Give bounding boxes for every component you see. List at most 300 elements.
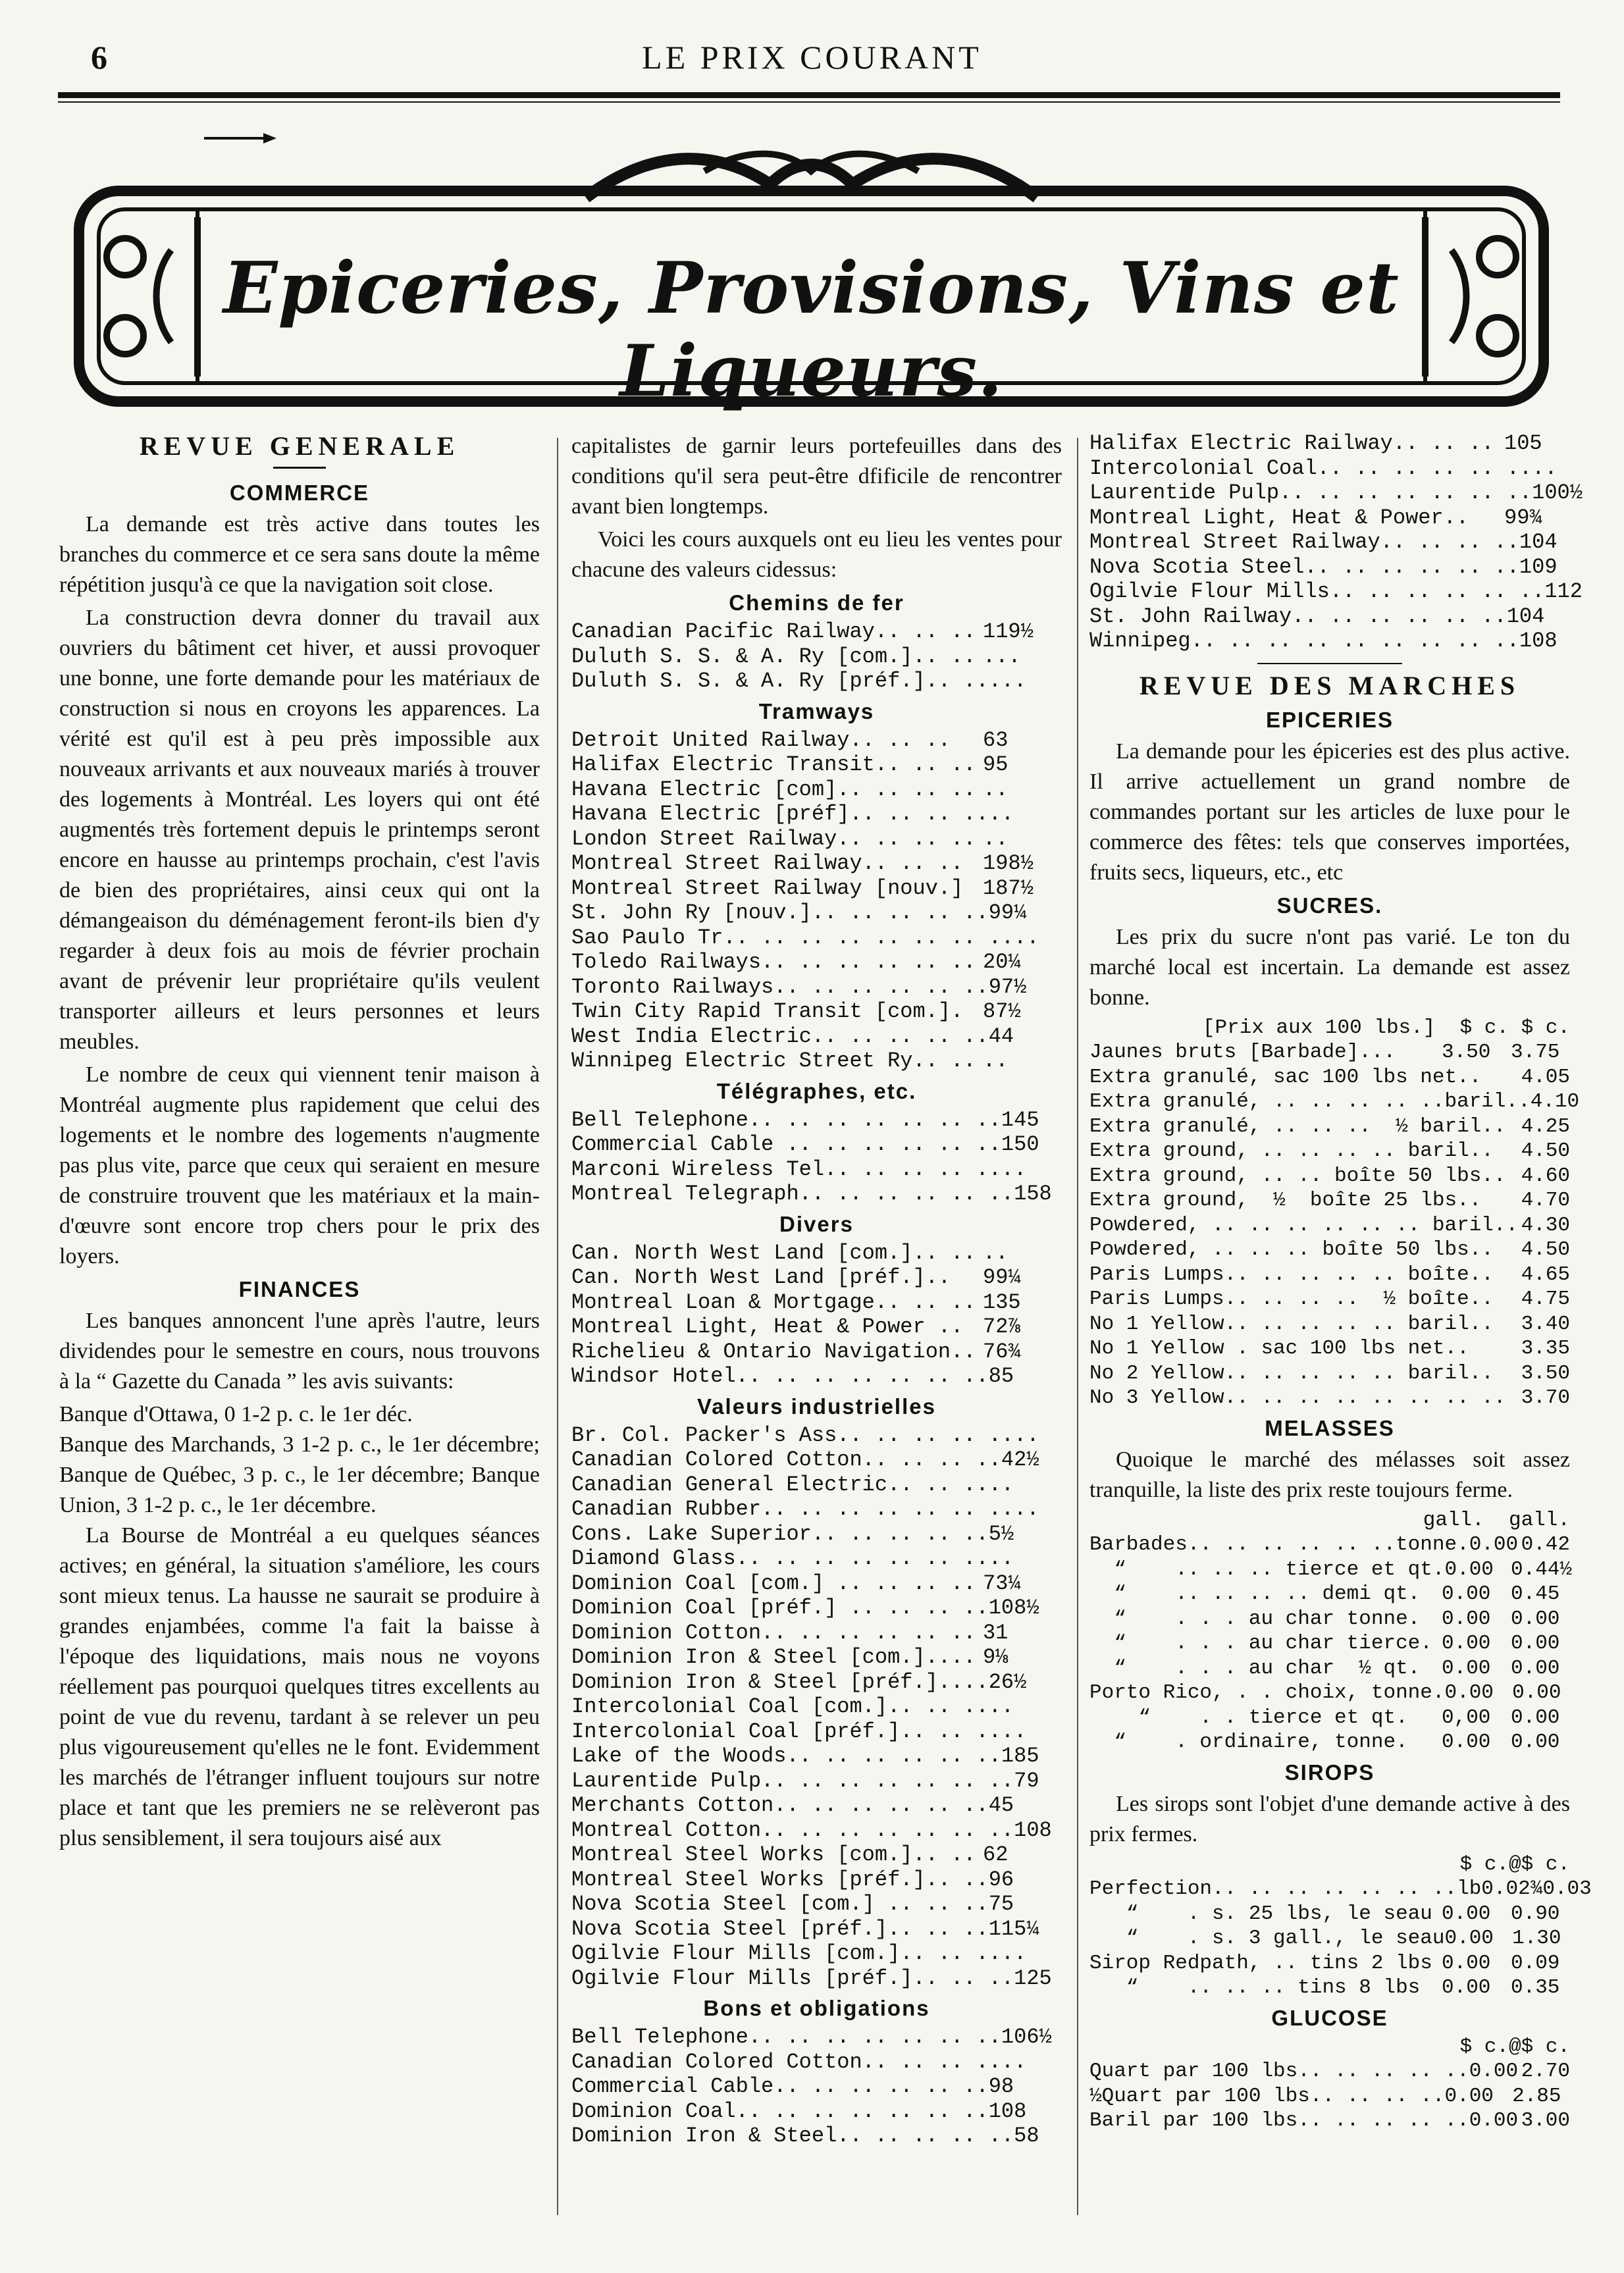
stock-row — [571, 1157, 1062, 1182]
stock-row — [1089, 629, 1570, 654]
sucre-price-low — [1494, 1263, 1521, 1288]
finances-heading: FINANCES — [238, 1277, 361, 1301]
melasses-heading: MELASSES — [1265, 1415, 1395, 1440]
stock-name: Dominion Coal [com.] .. .. .. .. — [571, 1571, 976, 1596]
sirop-price-high: 1.30 — [1512, 1927, 1561, 1950]
stock-name: Halifax Electric Railway.. .. .. — [1089, 431, 1494, 456]
sucre-row — [1089, 1164, 1570, 1189]
sirop-price-low: 0.00 — [1444, 1927, 1494, 1950]
stock-list-continued — [1089, 431, 1583, 654]
sucre-row — [1089, 1361, 1570, 1386]
melasses-price-header: gall. gall. — [1423, 1508, 1570, 1532]
column-cours-valeurs — [571, 431, 1062, 2149]
melasse-price-high: 0.00 — [1512, 1681, 1561, 1704]
melasse-row — [1089, 1656, 1570, 1681]
glucose-item: ½Quart par 100 lbs.. .. .. .. — [1089, 2084, 1445, 2108]
stock-name: Montreal Steel Works [com.].. .. — [571, 1842, 976, 1867]
glucose-price-high: 2.85 — [1512, 2084, 1561, 2108]
sucre-price-high: 4.05 — [1521, 1065, 1570, 1089]
stock-section-heading: Tramways — [758, 698, 875, 723]
sucre-price-low — [1494, 1361, 1521, 1386]
glucose-price-low: 0.00 — [1469, 2060, 1519, 2083]
stock-name: Canadian General Electric.. .. .. — [571, 1472, 989, 1497]
stock-name: Dominion Cotton.. .. .. .. .. .. — [571, 1620, 976, 1645]
stock-price: 31 — [983, 1620, 1008, 1645]
sucre-row — [1089, 1312, 1570, 1337]
melasse-price-low: 0.00 — [1444, 1681, 1494, 1704]
stock-name: Nova Scotia Steel.. .. .. .. .. .. — [1089, 554, 1519, 579]
stock-row — [571, 1694, 1062, 1719]
sirop-price-low: 0.00 — [1442, 1902, 1491, 1925]
stock-price: 76¾ — [983, 1339, 1021, 1364]
stock-row — [571, 1182, 1062, 1207]
stock-name: Canadian Colored Cotton.. .. .. .. — [571, 2049, 1001, 2074]
sirop-price-high: 0.09 — [1511, 1951, 1560, 1975]
stock-name: Montreal Steel Works [préf.].. .. — [571, 1867, 989, 1892]
stock-price: 87½ — [983, 999, 1021, 1024]
stock-name: Nova Scotia Steel [préf.].. .. .. — [571, 1916, 989, 1941]
sucre-row — [1089, 1065, 1570, 1090]
stock-name: Lake of the Woods.. .. .. .. .. .. — [571, 1744, 1001, 1768]
stock-row — [571, 1818, 1062, 1843]
stock-row — [571, 2099, 1062, 2124]
sucre-price-high: 3.75 — [1511, 1041, 1560, 1064]
stock-row — [571, 901, 1062, 926]
sirop-price-high: 0.90 — [1511, 1902, 1560, 1925]
stock-name: Montreal Street Railway.. .. .. — [571, 851, 964, 875]
melasse-row — [1089, 1607, 1570, 1632]
stock-name: Bell Telephone.. .. .. .. .. .. .. — [571, 1107, 1001, 1132]
sucre-item: No 3 Yellow.. .. .. .. .. .. .. .. — [1089, 1386, 1506, 1409]
stock-row — [571, 644, 1062, 669]
stock-row — [571, 1719, 1062, 1744]
glucose-item: Baril par 100 lbs.. .. .. .. .. — [1089, 2109, 1469, 2132]
stock-row — [571, 876, 1062, 901]
commerce-paragraph: La demande est très active dans toutes les branches du commerce et ce sera sans doute la même répétition jusqu'à ce que la navigation soit close. — [59, 512, 540, 597]
stock-section-heading: Divers — [779, 1211, 854, 1236]
stock-price: 105 — [1504, 431, 1542, 456]
stock-price: 106½ — [1001, 2025, 1052, 2049]
stock-name: Cons. Lake Superior.. .. .. .. .. — [571, 1521, 989, 1546]
stock-row — [571, 1473, 1062, 1498]
stock-name: Merchants Cotton.. .. .. .. .. .. — [571, 1793, 989, 1817]
sucre-price-high: 4.70 — [1521, 1189, 1570, 1212]
melasses-paragraph: Quoique le marché des mélasses soit assez tranquille, la liste des prix reste toujours ferme. — [1089, 1447, 1570, 1502]
glucose-price-high: 2.70 — [1521, 2060, 1570, 2083]
melasse-item: “ .. .. .. .. demi qt. — [1089, 1582, 1421, 1606]
sucre-price-low — [1481, 1188, 1521, 1213]
stock-price: 108½ — [988, 1596, 1039, 1620]
banner-title: Epiceries, Provisions, Vins et Liqueurs. — [223, 247, 1400, 413]
stock-name: Laurentide Pulp.. .. .. .. .. .. .. — [571, 1768, 1014, 1793]
stock-price: 108 — [1014, 1817, 1052, 1842]
melasse-price-high: 0.00 — [1511, 1731, 1560, 1754]
revue-generale-title: REVUE GENERALE — [139, 431, 460, 461]
stock-name: Bell Telephone.. .. .. .. .. .. .. — [571, 2025, 1001, 2049]
stock-row — [571, 1340, 1062, 1365]
glucose-row — [1089, 2108, 1570, 2133]
melasse-price-high: 0.00 — [1511, 1706, 1560, 1729]
section-divider — [1257, 663, 1402, 664]
stock-price: .. — [988, 802, 1014, 826]
stock-row — [571, 2025, 1062, 2050]
stock-row — [571, 802, 1062, 827]
melasse-price-high: 0.00 — [1511, 1607, 1560, 1631]
stock-name: Ogilvie Flour Mills [com.].. .. .. — [571, 1941, 1001, 1966]
stock-price: 135 — [983, 1290, 1021, 1315]
stock-row — [571, 1966, 1062, 1991]
melasse-price-low: 0.00 — [1469, 1533, 1519, 1556]
melasse-price-low: 0.00 — [1444, 1557, 1494, 1581]
sirop-row — [1089, 1951, 1570, 1976]
stock-price: 58 — [1014, 2124, 1039, 2148]
stock-name: West India Electric.. .. .. .. .. — [571, 1024, 989, 1049]
stock-row — [571, 2050, 1062, 2075]
stock-name: St. John Ry [nouv.].. .. .. .. .. — [571, 901, 989, 925]
stock-row — [571, 1842, 1062, 1868]
stock-section-heading: Télégraphes, etc. — [716, 1078, 917, 1103]
sucre-price-high: 4.65 — [1521, 1263, 1570, 1286]
melasse-price-high: 0.42 — [1521, 1533, 1570, 1556]
stock-price: 198½ — [983, 851, 1034, 875]
stock-row — [571, 1941, 1062, 1966]
sucre-price-high: 4.30 — [1521, 1213, 1570, 1237]
glucose-price-high: 3.00 — [1521, 2109, 1570, 2132]
glucose-price-list — [1089, 2059, 1570, 2133]
stock-price: 79 — [1014, 1768, 1039, 1793]
stock-price: ... — [983, 644, 1021, 669]
stock-name: London Street Railway.. .. .. .. — [571, 826, 976, 851]
stock-name: Montreal Cotton.. .. .. .. .. .. .. — [571, 1817, 1014, 1842]
sucre-price-high: 4.25 — [1521, 1114, 1570, 1138]
melasse-item: “ . . tierce et qt. — [1089, 1706, 1408, 1729]
sirop-price-low: 0.02¾ — [1481, 1877, 1543, 1900]
sucre-price-low — [1494, 1139, 1521, 1164]
stock-row — [1089, 579, 1583, 604]
sucre-price-low — [1494, 1287, 1521, 1312]
sucre-item: Extra granulé, .. .. .. ½ baril.. — [1089, 1114, 1506, 1138]
stock-price: .. — [1001, 1719, 1027, 1744]
stock-name: Winnipeg Electric Street Ry.. .. — [571, 1049, 976, 1073]
sucre-item: Extra ground, .. .. .. .. baril.. — [1089, 1139, 1494, 1163]
stock-price: .. — [988, 1546, 1014, 1571]
stock-row — [571, 1645, 1062, 1670]
epiceries-heading: EPICERIES — [1265, 707, 1394, 732]
sucres-paragraph: Les prix du sucre n'ont pas varié. Le ton du marché local est incertain. La demande est assez bonne. — [1089, 924, 1570, 1010]
stock-row — [1089, 555, 1570, 580]
stock-name: Dominion Iron & Steel [com.].... — [571, 1645, 976, 1669]
stock-section-heading: Valeurs industrielles — [697, 1394, 936, 1419]
melasse-row — [1089, 1730, 1570, 1755]
stock-price: 104 — [1506, 604, 1545, 629]
sucre-row — [1089, 1287, 1570, 1312]
stock-price: .. — [1001, 1941, 1027, 1966]
stock-row — [571, 1241, 1062, 1266]
sucre-row — [1089, 1238, 1570, 1263]
stock-name: Montreal Light, Heat & Power.. — [1089, 505, 1469, 530]
melasse-price-high: 0.45 — [1511, 1582, 1560, 1606]
sucre-item: Jaunes bruts [Barbade]... — [1089, 1041, 1396, 1064]
melasse-row — [1089, 1681, 1570, 1706]
stock-price: 112 — [1544, 579, 1583, 604]
melasse-item: “ . . . au char tonne. — [1089, 1607, 1421, 1631]
stock-name: Havana Electric [préf].. .. .. .. — [571, 802, 989, 826]
stock-row — [571, 752, 1062, 777]
stock-name: Montreal Loan & Mortgage.. .. .. — [571, 1290, 976, 1315]
stock-price: 95 — [983, 752, 1008, 777]
stock-name: Br. Col. Packer's Ass.. .. .. .. .. — [571, 1423, 1014, 1448]
stock-name: Intercolonial Coal.. .. .. .. .. .. — [1089, 456, 1532, 481]
melasse-price-low: 0.00 — [1442, 1607, 1491, 1631]
melasse-price-low: 0.00 — [1442, 1656, 1491, 1680]
melasse-price-low: 0.00 — [1442, 1582, 1491, 1606]
sucre-price-low — [1469, 1336, 1521, 1361]
stock-price: 99¼ — [988, 901, 1027, 925]
sucre-item: No 2 Yellow.. .. .. .. .. baril.. — [1089, 1361, 1494, 1385]
sirops-price-header: $ c.@$ c. — [1459, 1852, 1570, 1876]
epiceries-paragraph: La demande pour les épiceries est des plus active. Il arrive actuellement un grand nombre de commandes portant sur les articles de luxe pour le commerce des fêtes: tels que conserves importées, fruits secs, liqueurs, etc., etc — [1089, 739, 1570, 885]
stock-row — [1089, 431, 1570, 456]
stock-section-heading: Chemins de fer — [729, 590, 904, 615]
stock-row — [571, 1522, 1062, 1547]
stock-price: 104 — [1519, 530, 1558, 554]
cours-intro: Voici les cours auxquels ont eu lieu les ventes pour chacune des valeurs cidessus: — [571, 527, 1062, 582]
stock-name: Ogilvie Flour Mills [préf.].. .. .. — [571, 1966, 1014, 1991]
bank-notice: Banque des Marchands, 3 1-2 p. c., le 1er décembre; Banque de Québec, 3 p. c., le 1er décembre; Banque Union, 3 1-2 p. c., le 1er décembre. — [59, 1432, 540, 1517]
stock-price: 97½ — [988, 974, 1027, 999]
sucre-item: Powdered, .. .. .. boîte 50 lbs.. — [1089, 1238, 1494, 1261]
sucre-price-high: 4.75 — [1521, 1288, 1570, 1311]
melasse-item: “ . . . au char tierce. — [1089, 1632, 1432, 1655]
bank-notice: Banque d'Ottawa, 0 1-2 p. c. le 1er déc. — [59, 1402, 413, 1426]
melasse-row — [1089, 1582, 1570, 1607]
stock-price: 158 — [1014, 1182, 1052, 1206]
sirop-price-high: 0.35 — [1511, 1976, 1560, 1999]
stock-price: .. — [1001, 2049, 1027, 2074]
stock-row — [571, 1315, 1062, 1340]
sucres-price-list — [1089, 1040, 1580, 1411]
stock-name: Dominion Coal [préf.] .. .. .. .. — [571, 1596, 989, 1620]
stock-row — [571, 1793, 1062, 1818]
stock-name: Commercial Cable.. .. .. .. .. .. — [571, 2074, 989, 2099]
stock-row — [571, 1024, 1062, 1049]
stock-name: Montreal Street Railway [nouv.] — [571, 875, 964, 901]
sucre-item: Extra granulé, sac 100 lbs net.. — [1089, 1065, 1482, 1089]
stock-name: Detroit United Railway.. .. .. — [571, 727, 951, 752]
stock-price: 109 — [1519, 554, 1558, 579]
melasse-price-low: 0.00 — [1442, 1731, 1491, 1754]
sirops-paragraph: Les sirops sont l'objet d'une demande active à des prix fermes. — [1089, 1791, 1570, 1846]
stock-row — [571, 999, 1062, 1024]
column-revue-marches — [1089, 431, 1592, 2133]
stock-name: Montreal Light, Heat & Power .. — [571, 1315, 964, 1339]
stock-name: Windsor Hotel.. .. .. .. .. .. .. — [571, 1364, 989, 1388]
stock-name: Intercolonial Coal [préf.].. .. .. — [571, 1719, 1001, 1744]
stock-row — [571, 1621, 1062, 1646]
stock-row — [571, 1596, 1062, 1621]
sirop-price-low: 0.00 — [1442, 1951, 1491, 1975]
sirops-heading: SIROPS — [1284, 1760, 1375, 1785]
sirop-item: “ . s. 3 gall., le seau — [1089, 1927, 1445, 1950]
stock-row — [571, 1423, 1062, 1448]
melasse-item: Porto Rico, . . choix, tonne. — [1089, 1681, 1445, 1704]
stock-row — [571, 1546, 1062, 1571]
continuation-paragraph: capitalistes de garnir leurs portefeuilles dans des conditions qu'il sera peut-être dfificile de rencontrer avant bien longtemps. — [571, 434, 1062, 519]
stock-price: 45 — [988, 1793, 1014, 1817]
stock-name: Toronto Railways.. .. .. .. .. .. — [571, 974, 989, 999]
stock-name: Dominion Coal.. .. .. .. .. .. .. — [571, 2099, 989, 2124]
glucose-row — [1089, 2059, 1570, 2084]
column-rule — [557, 438, 558, 2215]
sucre-item: Paris Lumps.. .. .. .. ½ boîte.. — [1089, 1288, 1494, 1311]
stock-price: .. — [1001, 1157, 1027, 1182]
stock-name: Sao Paulo Tr.. .. .. .. .. .. .. .. — [571, 925, 1014, 950]
sucre-price-high: 3.40 — [1521, 1312, 1570, 1336]
stock-section-heading: Bons et obligations — [703, 1996, 930, 2020]
stock-price: 42½ — [1001, 1448, 1039, 1472]
melasse-item: Barbades.. .. .. .. .. ..tonne. — [1089, 1533, 1469, 1556]
melasses-price-list — [1089, 1532, 1573, 1755]
stock-row — [571, 1892, 1062, 1917]
sucre-item: Paris Lumps.. .. .. .. .. boîte.. — [1089, 1263, 1494, 1286]
finances-paragraph: Les banques annoncent l'une après l'autre, leurs dividendes pour le semestre en cours, nous trouvons à la “ Gazette du Canada ” les avis suivants: — [59, 1309, 540, 1394]
stock-price: 108 — [1519, 629, 1558, 653]
stock-name: Toledo Railways.. .. .. .. .. .. — [571, 950, 976, 974]
sucre-item: Extra ground, ½ boîte 25 lbs.. — [1089, 1189, 1482, 1212]
stock-name: Canadian Colored Cotton.. .. .. .. — [571, 1448, 1001, 1472]
stock-name: Nova Scotia Steel [com.] .. .. .. — [571, 1892, 989, 1916]
stock-name: Ogilvie Flour Mills.. .. .. .. .. .. — [1089, 579, 1545, 604]
stock-price: 145 — [1001, 1107, 1039, 1132]
sucre-item: No 1 Yellow.. .. .. .. .. baril.. — [1089, 1312, 1494, 1336]
melasse-item: “ . ordinaire, tonne. — [1089, 1731, 1408, 1754]
sucre-row — [1089, 1139, 1570, 1164]
stock-price: 125 — [1014, 1966, 1052, 1991]
stock-row — [571, 1571, 1062, 1596]
stock-price: 75 — [988, 1892, 1014, 1916]
stock-price: 63 — [983, 727, 1008, 752]
stock-price: 96 — [988, 1867, 1014, 1892]
stock-name: Can. North West Land [com.].. .. — [571, 1240, 976, 1265]
stock-row — [571, 1769, 1062, 1794]
melasse-price-high: 0.00 — [1511, 1656, 1560, 1680]
melasse-price-low: 0,00 — [1442, 1706, 1491, 1729]
stock-row — [571, 669, 1062, 694]
sucre-item: No 1 Yellow . sac 100 lbs net.. — [1089, 1337, 1469, 1360]
stock-price: 72⅞ — [983, 1315, 1021, 1339]
melasse-row — [1089, 1557, 1573, 1582]
sucres-heading: SUCRES. — [1276, 893, 1383, 918]
stock-row — [571, 1868, 1062, 1893]
glucose-item: Quart par 100 lbs.. .. .. .. .. — [1089, 2060, 1469, 2083]
stock-price: .. — [988, 1472, 1014, 1497]
sucre-price-high: 4.50 — [1521, 1139, 1570, 1163]
stock-name: Commercial Cable .. .. .. .. .. .. — [571, 1132, 1001, 1157]
stock-name: Dominion Iron & Steel [préf.].... — [571, 1669, 989, 1694]
sucre-price-low — [1506, 1114, 1521, 1139]
sirop-row — [1089, 1926, 1570, 1951]
journal-title: LE PRIX COURANT — [642, 39, 982, 76]
sucre-price-low — [1494, 1238, 1521, 1263]
stock-row — [571, 1448, 1062, 1473]
sucre-price-high: 3.50 — [1521, 1361, 1570, 1385]
stock-row — [571, 1497, 1062, 1522]
sirop-row — [1089, 1877, 1592, 1902]
commerce-paragraph: Le nombre de ceux qui viennent tenir maison à Montréal augmente plus rapidement que celui des logements et le nombre des logements n'augmente pas plus vite, parce que ceux qui seraient en mesure de construire trouvent que les matériaux et la main-d'œuvre sont encore trop chers pour le prix des loyers. — [59, 1062, 540, 1268]
stock-name: Duluth S. S. & A. Ry [préf.].. .. — [571, 669, 989, 693]
stock-price: 119½ — [983, 619, 1034, 644]
stock-name: Diamond Glass.. .. .. .. .. .. .. — [571, 1546, 989, 1571]
stock-price: 26½ — [988, 1669, 1027, 1694]
stock-price: 150 — [1001, 1132, 1039, 1157]
stock-price: 99¼ — [983, 1265, 1021, 1290]
header-rule-thin — [58, 101, 1560, 103]
stock-price: 62 — [983, 1842, 1008, 1867]
sucre-price-high: 4.60 — [1521, 1164, 1570, 1188]
stock-name: Intercolonial Coal [com.].. .. .. — [571, 1694, 989, 1719]
stock-name: Duluth S. S. & A. Ry [com.].. .. — [571, 644, 976, 669]
header-rule — [58, 92, 1560, 98]
melasse-item: “ .. .. .. tierce et qt. — [1089, 1557, 1445, 1581]
melasse-row — [1089, 1532, 1570, 1557]
section-banner — [72, 132, 1550, 413]
stock-row — [571, 1049, 1062, 1074]
stock-sections — [571, 588, 1062, 2149]
stock-row — [1089, 506, 1570, 531]
stock-price: 185 — [1001, 1744, 1039, 1768]
column-rule — [1077, 438, 1078, 2215]
stock-row — [571, 851, 1062, 876]
stock-price: .. — [1532, 456, 1558, 481]
sirop-price-low: 0.00 — [1442, 1976, 1491, 1999]
stock-price: 85 — [988, 1364, 1014, 1388]
stock-name: Havana Electric [com].. .. .. .. — [571, 777, 976, 802]
sucre-price-low — [1506, 1386, 1521, 1411]
stock-row — [571, 2074, 1062, 2099]
sucre-price-high: 3.35 — [1521, 1337, 1570, 1360]
stock-name: Winnipeg.. .. .. .. .. .. .. .. .. — [1089, 629, 1519, 653]
stock-name: Halifax Electric Transit.. .. .. — [571, 752, 976, 777]
stock-row — [571, 926, 1062, 951]
melasse-price-high: 0.44½ — [1511, 1557, 1573, 1581]
stock-price: .. — [983, 1240, 1008, 1265]
stock-row — [571, 1744, 1062, 1769]
stock-row — [571, 975, 1062, 1000]
stock-price: .. — [983, 1049, 1008, 1073]
sucre-item: Extra ground, .. .. boîte 50 lbs.. — [1089, 1164, 1506, 1188]
melasse-price-high: 0.00 — [1511, 1632, 1560, 1655]
stock-price: 73¼ — [983, 1571, 1021, 1596]
melasse-price-low: 0.00 — [1442, 1632, 1491, 1655]
sucre-price-low — [1481, 1065, 1521, 1090]
sucre-row — [1089, 1336, 1570, 1361]
stock-row — [571, 1132, 1062, 1157]
stock-row — [571, 827, 1062, 852]
stock-row — [1089, 530, 1570, 555]
sucre-price-low — [1506, 1164, 1521, 1189]
sirop-item: “ . s. 25 lbs, le seau — [1089, 1902, 1432, 1925]
glucose-price-low: 0.00 — [1469, 2109, 1519, 2132]
stock-name: Twin City Rapid Transit [com.]. — [571, 999, 964, 1024]
sucre-price-low — [1494, 1312, 1521, 1337]
stock-price: 108 — [988, 2099, 1027, 2124]
stock-row — [571, 1670, 1062, 1695]
melasse-row — [1089, 1706, 1570, 1731]
stock-price: 44 — [988, 1024, 1014, 1049]
stock-name: Can. North West Land [préf.].. — [571, 1265, 951, 1290]
melasse-item: “ . . . au char ½ qt. — [1089, 1656, 1421, 1680]
stock-row — [571, 1265, 1062, 1290]
